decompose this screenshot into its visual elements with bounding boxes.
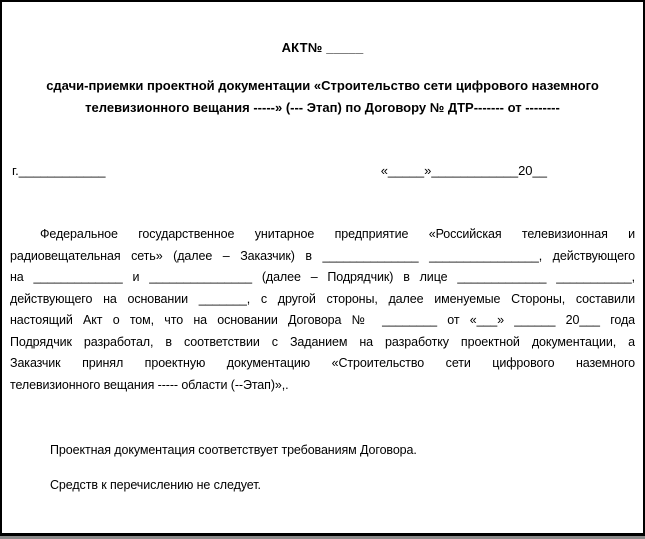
- document-subtitle: [10, 75, 635, 119]
- body-line: Подрядчик разработал, в соответствии с Заданием на разработку проектной документации, а: [10, 334, 635, 349]
- city-blank-line: г.____________: [12, 163, 106, 178]
- body-paragraph: [10, 224, 635, 396]
- clause-compliance: Проектная документация соответствует требованиям Договора.: [50, 443, 417, 457]
- body-line: действующего на основании _______, с другой стороны, далее именуемые Стороны, составили: [10, 291, 635, 306]
- body-line: радиовещательная сеть» (далее – Заказчик) в ______________ ________________, действующего: [10, 248, 635, 263]
- subtitle-line: сдачи-приемки проектной документации «Строительство сети цифрового наземного: [46, 78, 599, 93]
- body-line: Федеральное государственное унитарное предприятие «Российская телевизионная и: [40, 227, 635, 241]
- date-blank-line: «_____»____________20__: [380, 163, 547, 178]
- subtitle-line: телевизионного вещания -----» (--- Этап) по Договору № ДТР------- от --------: [85, 100, 560, 115]
- document-title: АКТ№ _____: [281, 40, 364, 55]
- city-date-row: [10, 163, 635, 178]
- body-line: Заказчик принял проектную документацию «Строительство сети цифрового наземного: [10, 356, 635, 370]
- clause-no-transfer: Средств к перечислению не следует.: [50, 478, 261, 492]
- body-line: телевизионного вещания ----- области (--Этап)»,.: [10, 377, 289, 392]
- body-line: на _____________ и _______________ (далее – Подрядчик) в лице _____________ ___________,: [10, 270, 635, 284]
- body-line: настоящий Акт о том, что на основании Договора № ________ от «___» ______ 20___ года: [10, 313, 635, 327]
